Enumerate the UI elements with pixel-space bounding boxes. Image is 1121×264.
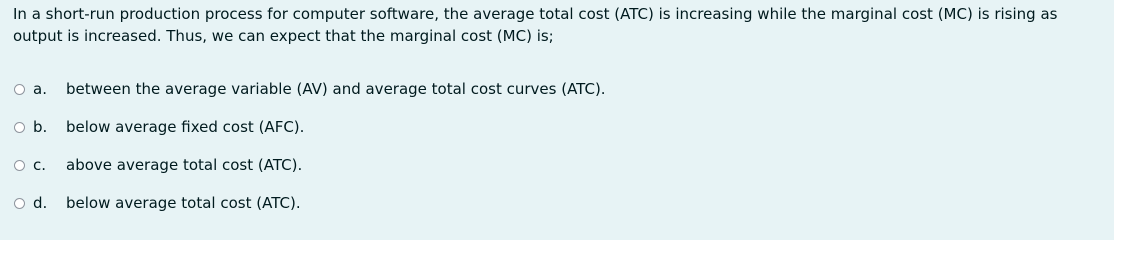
option-c[interactable] (13, 146, 1101, 184)
option-letter: d. (33, 194, 48, 212)
option-letter: c. (33, 156, 47, 174)
radio-button-icon[interactable] (14, 160, 25, 171)
question-text: In a short-run production process for computer software, the average total cost (ATC) is increasing while the marginal cost (MC) is rising as output is increased. Thus, we can expect that the marginal cost (MC) is; (13, 5, 1058, 45)
option-letter: a. (33, 80, 47, 98)
answer-options (13, 70, 1101, 222)
radio-button-icon[interactable] (14, 122, 25, 133)
option-b[interactable] (13, 108, 1101, 146)
option-text: above average total cost (ATC). (66, 156, 303, 174)
option-d[interactable] (13, 184, 1101, 222)
radio-button-icon[interactable] (14, 198, 25, 209)
option-text: below average total cost (ATC). (66, 194, 301, 212)
option-text: between the average variable (AV) and average total cost curves (ATC). (66, 80, 606, 98)
option-letter: b. (33, 118, 48, 136)
option-text: below average fixed cost (AFC). (66, 118, 305, 136)
radio-button-icon[interactable] (14, 84, 25, 95)
option-a[interactable] (13, 70, 1101, 108)
